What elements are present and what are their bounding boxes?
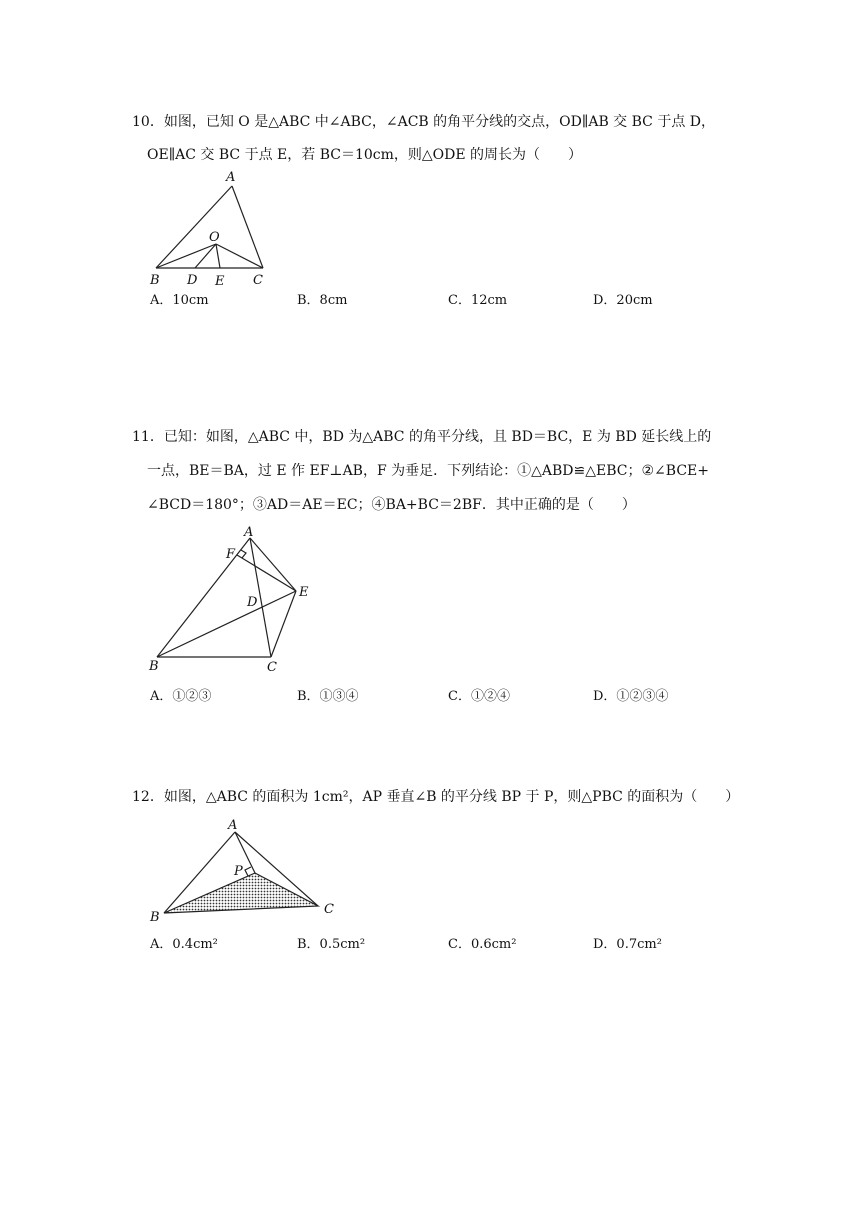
- q10-option-d[interactable]: D．20cm: [593, 293, 653, 308]
- q11-label-f: F: [226, 547, 236, 562]
- q12-label-b: B: [150, 910, 160, 925]
- q11-label-b: B: [149, 659, 159, 674]
- q10-option-a[interactable]: A．10cm: [150, 293, 209, 308]
- q11-option-a[interactable]: A．①②③: [150, 689, 212, 704]
- q10-line-2: OE∥AC 交 BC 于点 E，若 BC＝10cm，则△ODE 的周长为（ ）: [147, 147, 583, 163]
- q11-label-e: E: [299, 585, 309, 600]
- q12-option-a[interactable]: A．0.4cm²: [150, 937, 218, 952]
- q12-label-a: A: [228, 818, 238, 833]
- q11-line-2: 一点，BE＝BA，过 E 作 EF⊥AB，F 为垂足．下列结论：①△ABD≌△EBC；②∠BCE+: [147, 463, 709, 479]
- q11-option-d[interactable]: D．①②③④: [593, 689, 669, 704]
- q12-label-p: P: [234, 864, 243, 879]
- q11-label-c: C: [267, 660, 277, 675]
- q11-line-3: ∠BCD＝180°；③AD＝AE＝EC；④BA+BC＝2BF．其中正确的是（ ）: [147, 497, 636, 513]
- q10-label-a: A: [226, 170, 236, 185]
- q10-line-1: 10．如图，已知 O 是△ABC 中∠ABC，∠ACB 的角平分线的交点，OD∥AB 交 BC 于点 D，: [132, 114, 716, 130]
- q12-option-c[interactable]: C．0.6cm²: [448, 937, 517, 952]
- q10-option-c[interactable]: C．12cm: [448, 293, 508, 308]
- q12-figure: [140, 815, 350, 930]
- q10-option-b[interactable]: B．8cm: [297, 293, 348, 308]
- q11-label-d: D: [247, 595, 258, 610]
- q10-label-o: O: [209, 230, 220, 245]
- q12-shaded-triangle-pbc: [164, 873, 318, 913]
- q10-label-b: B: [150, 273, 160, 288]
- q11-line-1: 11．已知：如图，△ABC 中，BD 为△ABC 的角平分线，且 BD＝BC，E 为 BD 延长线上的: [132, 429, 712, 445]
- q12-line-1: 12．如图，△ABC 的面积为 1cm²，AP 垂直∠B 的平分线 BP 于 P，则△PBC 的面积为（ ）: [132, 789, 740, 805]
- q11-figure: [140, 520, 330, 680]
- q12-option-d[interactable]: D．0.7cm²: [593, 937, 662, 952]
- q10-figure: [140, 165, 290, 290]
- q11-option-c[interactable]: C．①②④: [448, 689, 510, 704]
- q12-option-b[interactable]: B．0.5cm²: [297, 937, 366, 952]
- q11-label-a: A: [244, 525, 254, 540]
- q11-option-b[interactable]: B．①③④: [297, 689, 359, 704]
- q12-label-c: C: [324, 902, 334, 917]
- q10-label-d: D: [187, 273, 198, 288]
- q10-label-e: E: [215, 274, 225, 289]
- q10-label-c: C: [253, 273, 263, 288]
